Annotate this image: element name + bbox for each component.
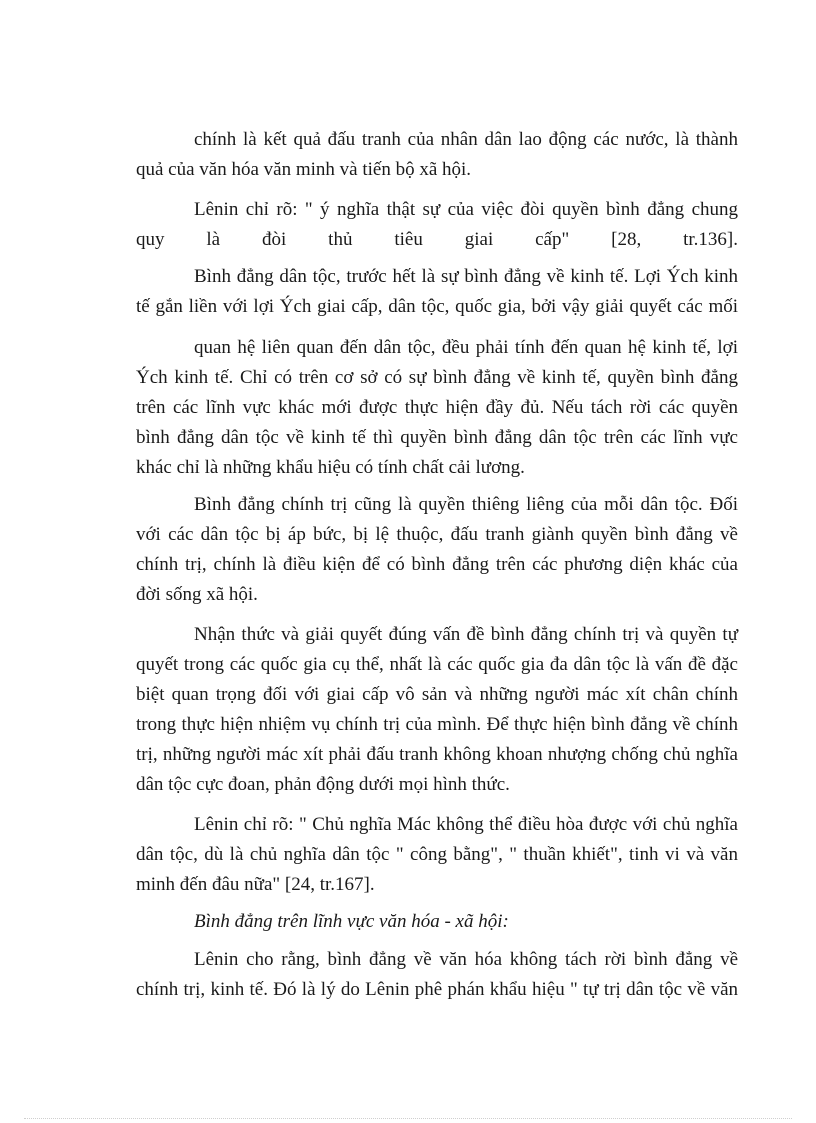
text-line: quyết trong các quốc gia cụ thể, nhất là các quốc gia đa dân tộc là vấn đề đặc bbox=[136, 654, 738, 675]
text-line: Lênin cho rằng, bình đẳng về văn hóa không tách rời bình đẳng về bbox=[194, 949, 738, 970]
text-line: quy là đòi thủ tiêu giai cấp" [28, tr.136]. bbox=[136, 229, 738, 250]
text-line: quả của văn hóa văn minh và tiến bộ xã hội. bbox=[136, 159, 472, 180]
text-line: Bình đẳng chính trị cũng là quyền thiêng liêng của mỗi dân tộc. Đối bbox=[194, 494, 738, 515]
text-line: Bình đẳng dân tộc, trước hết là sự bình đẳng về kinh tế. Lợi Ých kinh bbox=[194, 266, 738, 287]
text-line: bình đẳng dân tộc về kinh tế thì quyền bình đẳng dân tộc trên các lĩnh vực bbox=[136, 427, 738, 448]
text-line: quan hệ liên quan đến dân tộc, đều phải tính đến quan hệ kinh tế, lợi bbox=[194, 337, 738, 358]
text-line: tế gắn liền với lợi Ých giai cấp, dân tộc, quốc gia, bởi vậy giải quyết các mối bbox=[136, 296, 738, 317]
text-line: Lênin chỉ rõ: " ý nghĩa thật sự của việc đòi quyền bình đẳng chung bbox=[194, 199, 738, 220]
page-bottom-divider bbox=[24, 1118, 792, 1119]
text-line: minh đến đâu nữa" [24, tr.167]. bbox=[136, 874, 375, 895]
text-line: Nhận thức và giải quyết đúng vấn đề bình đẳng chính trị và quyền tự bbox=[194, 624, 738, 645]
text-line: với các dân tộc bị áp bức, bị lệ thuộc, đấu tranh giành quyền bình đẳng về bbox=[136, 524, 738, 545]
section-subheading: Bình đẳng trên lĩnh vực văn hóa - xã hội: bbox=[194, 911, 509, 932]
text-line: trên các lĩnh vực khác mới được thực hiện đầy đủ. Nếu tách rời các quyền bbox=[136, 397, 738, 418]
text-line: Lênin chỉ rõ: " Chủ nghĩa Mác không thể điều hòa được với chủ nghĩa bbox=[194, 814, 738, 835]
text-line: dân tộc, dù là chủ nghĩa dân tộc " công bằng", " thuần khiết", tinh vi và văn bbox=[136, 844, 738, 865]
text-line: dân tộc cực đoan, phản động dưới mọi hình thức. bbox=[136, 774, 510, 795]
text-line: Ých kinh tế. Chỉ có trên cơ sở có sự bình đẳng về kinh tế, quyền bình đẳng bbox=[136, 367, 738, 388]
text-line: đời sống xã hội. bbox=[136, 584, 258, 605]
text-line: trong thực hiện nhiệm vụ chính trị của mình. Để thực hiện bình đẳng về chính bbox=[136, 714, 738, 735]
text-line: khác chỉ là những khẩu hiệu có tính chất cải lương. bbox=[136, 457, 525, 478]
text-line: trị, những người mác xít phải đấu tranh không khoan nhượng chống chủ nghĩa bbox=[136, 744, 738, 765]
text-line: chính trị, chính là điều kiện để có bình đẳng trên các phương diện khác của bbox=[136, 554, 738, 575]
text-line: chính trị, kinh tế. Đó là lý do Lênin phê phán khẩu hiệu " tự trị dân tộc về văn bbox=[136, 979, 738, 1000]
text-line: chính là kết quả đấu tranh của nhân dân lao động các nước, là thành bbox=[194, 129, 738, 150]
text-line: biệt quan trọng đối với giai cấp vô sản và những người mác xít chân chính bbox=[136, 684, 738, 705]
